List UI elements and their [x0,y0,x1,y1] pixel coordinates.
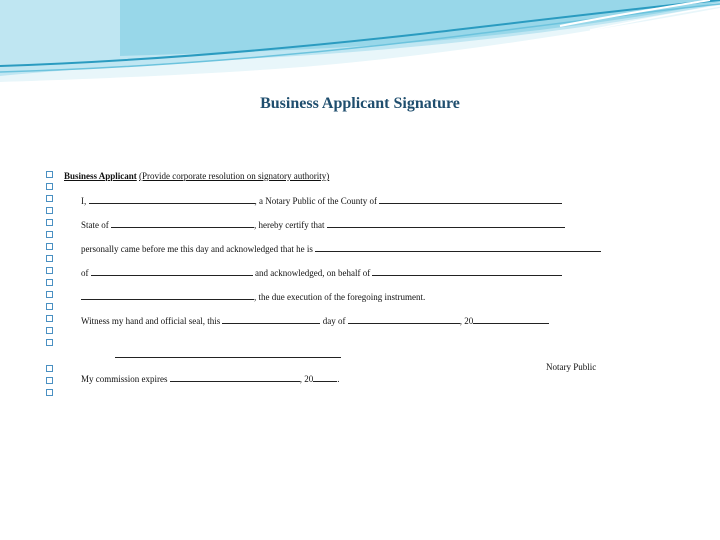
day-blank[interactable] [222,315,320,324]
square-bullet-icon [46,339,53,346]
square-bullet-icon [46,279,53,286]
line-text: . [337,374,340,384]
line-text: day of [322,316,346,326]
square-bullet-icon [46,303,53,310]
month-blank[interactable] [348,315,460,324]
company-blank[interactable] [91,267,253,276]
line-text: and acknowledged, on behalf of [255,268,371,278]
certify-name-blank[interactable] [327,219,565,228]
square-bullet-icon [46,291,53,298]
notary-line-5 [81,291,425,303]
line-text: My commission expires [81,374,168,384]
on-behalf-blank[interactable] [372,267,562,276]
line-text: , 20 [459,316,474,326]
page-title: Business Applicant Signature [260,95,460,112]
square-bullet-icon [46,365,53,372]
header-wave-decoration [0,0,720,90]
line-text: , the due execution of the foregoing instrument. [254,292,426,302]
year-blank[interactable] [473,315,549,324]
square-bullet-icon [46,207,53,214]
county-blank[interactable] [379,195,562,204]
commission-date-blank[interactable] [170,373,300,382]
heading-note: (Provide corporate resolution on signatory authority) [139,171,330,181]
line-text: personally came before me this day and acknowledged that he is [81,244,313,254]
square-bullet-icon [46,327,53,334]
line-text: , a Notary Public of the County of [254,196,377,206]
notary-line-2 [81,219,565,231]
square-bullet-icon [46,231,53,238]
notary-line-1 [81,195,562,207]
commission-line [81,373,340,385]
entity-blank[interactable] [81,291,254,300]
square-bullet-icon [46,171,53,178]
line-text: , 20 [299,374,314,384]
name-blank[interactable] [89,195,255,204]
square-bullet-icon [46,219,53,226]
state-blank[interactable] [111,219,254,228]
square-bullet-icon [46,243,53,250]
line-text: of [81,268,89,278]
line-text: , hereby certify that [254,220,325,230]
signature-line[interactable] [115,357,341,358]
notary-line-6 [81,315,549,327]
notary-line-4 [81,267,562,279]
heading-label: Business Applicant [64,171,137,181]
notary-line-3 [81,243,601,255]
line-text: State of [81,220,109,230]
notary-public-label: Notary Public [546,362,597,372]
square-bullet-icon [46,389,53,396]
square-bullet-icon [46,315,53,322]
square-bullet-icon [46,183,53,190]
line-text: Witness my hand and official seal, this [81,316,221,326]
square-bullet-icon [46,267,53,274]
square-bullet-icon [46,255,53,262]
title-blank[interactable] [315,243,601,252]
square-bullet-icon [46,195,53,202]
line-text: I, [81,196,87,206]
commission-year-blank[interactable] [313,373,340,384]
business-applicant-heading [64,171,329,182]
square-bullet-icon [46,377,53,384]
